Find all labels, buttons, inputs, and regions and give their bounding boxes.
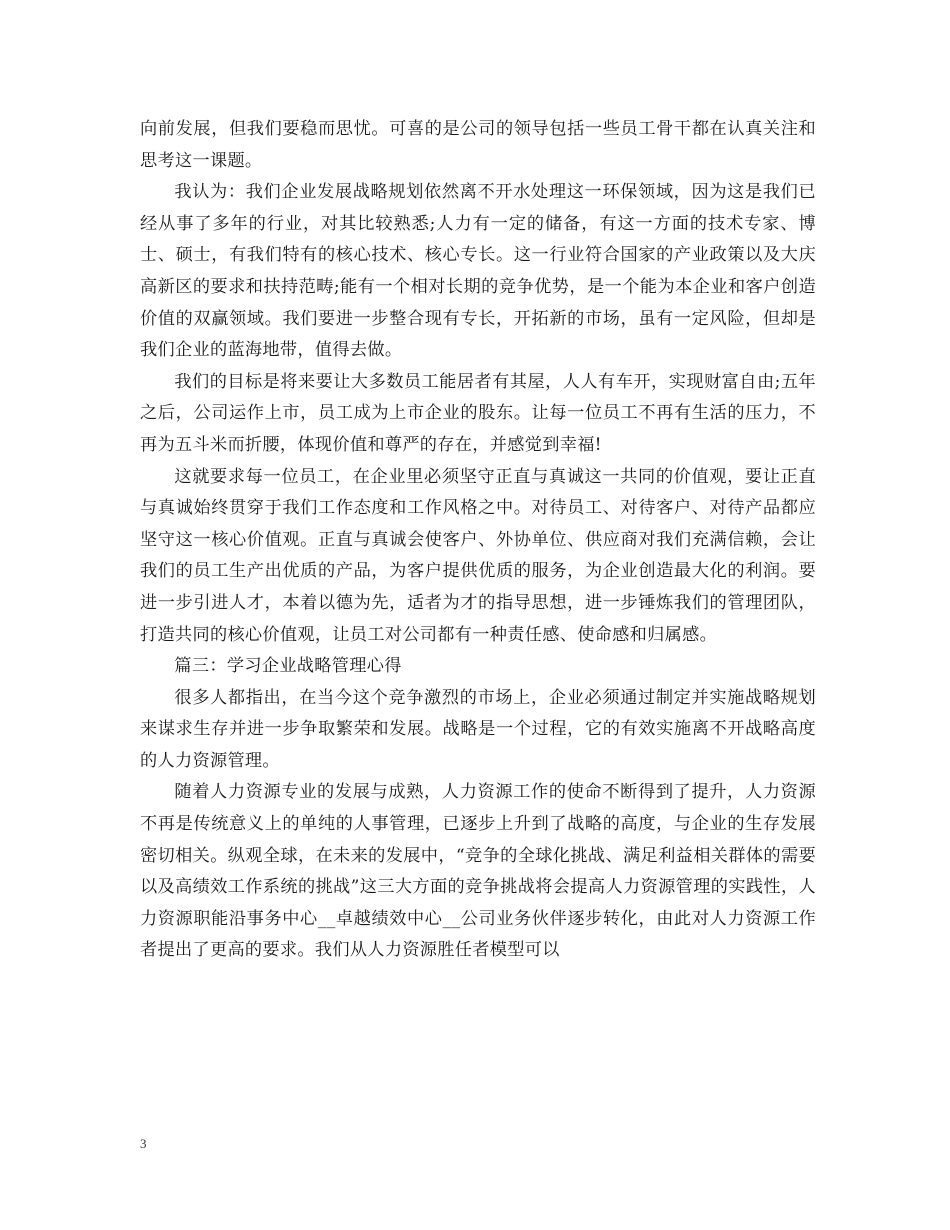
paragraph-continuation: 向前发展，但我们要稳而思忧。可喜的是公司的领导包括一些员工骨干都在认真关注和思考这一课题。 — [140, 119, 816, 171]
paragraph-goals: 我们的目标是将来要让大多数员工能居者有其屋，人人有车开，实现财富自由;五年之后，公司运作上市，员工成为上市企业的股东。让每一位员工不再有生活的压力，不再为五斗米而折腰，体现价值和尊严的存在，并感觉到幸福! — [140, 371, 816, 455]
paragraph-values: 这就要求每一位员工，在企业里必须坚守正直与真诚这一共同的价值观，要让正直与真诚始终贯穿于我们工作态度和工作风格之中。对待员工、对待客户、对待产品都应坚守这一核心价值观。正直与真诚会使客户、外协单位、供应商对我们充满信赖，会让我们的员工生产出优质的产品，为客户提供优质的服务，为企业创造最大化的利润。要进一步引进人才，本着以德为先，适者为才的指导思想，进一步锤炼我们的管理团队，打造共同的核心价值观，让员工对公司都有一种责任感、使命感和归属感。 — [140, 466, 816, 645]
section-heading: 篇三：学习企业战略管理心得 — [174, 656, 402, 677]
paragraph-hr-strategy: 很多人都指出，在当今这个竞争激烈的市场上，企业必须通过制定并实施战略规划来谋求生存并进一步争取繁荣和发展。战略是一个过程，它的有效实施离不开战略高度的人力资源管理。 — [140, 687, 816, 771]
paragraph-hr-development: 随着人力资源专业的发展与成熟，人力资源工作的使命不断得到了提升，人力资源不再是传统意义上的单纯的人事管理，已逐步上升到了战略的高度，与企业的生存发展密切相关。纵观全球，在未来的发展中，“竞争的全球化挑战、满足利益相关群体的需要以及高绩效工作系统的挑战”这三大方面的竞争挑战将会提高人力资源管理的实践性，人力资源职能沿事务中心__卓越绩效中心__公司业务伙伴逐步转化，由此对人力资源工作者提出了更高的要求。我们从人力资源胜任者模型可以 — [140, 782, 816, 961]
page-number: 3 — [140, 1136, 147, 1151]
document-page — [140, 114, 816, 967]
paragraph-strategy-view: 我认为：我们企业发展战略规划依然离不开水处理这一环保领域，因为这是我们已经从事了多年的行业，对其比较熟悉;人力有一定的储备，有这一方面的技术专家、博士、硕士，有我们特有的核心技术、核心专长。这一行业符合国家的产业政策以及大庆高新区的要求和扶持范畴;能有一个相对长期的竞争优势，是一个能为本企业和客户创造价值的双赢领域。我们要进一步整合现有专长，开拓新的市场，虽有一定风险，但却是我们企业的蓝海地带，值得去做。 — [140, 182, 816, 361]
